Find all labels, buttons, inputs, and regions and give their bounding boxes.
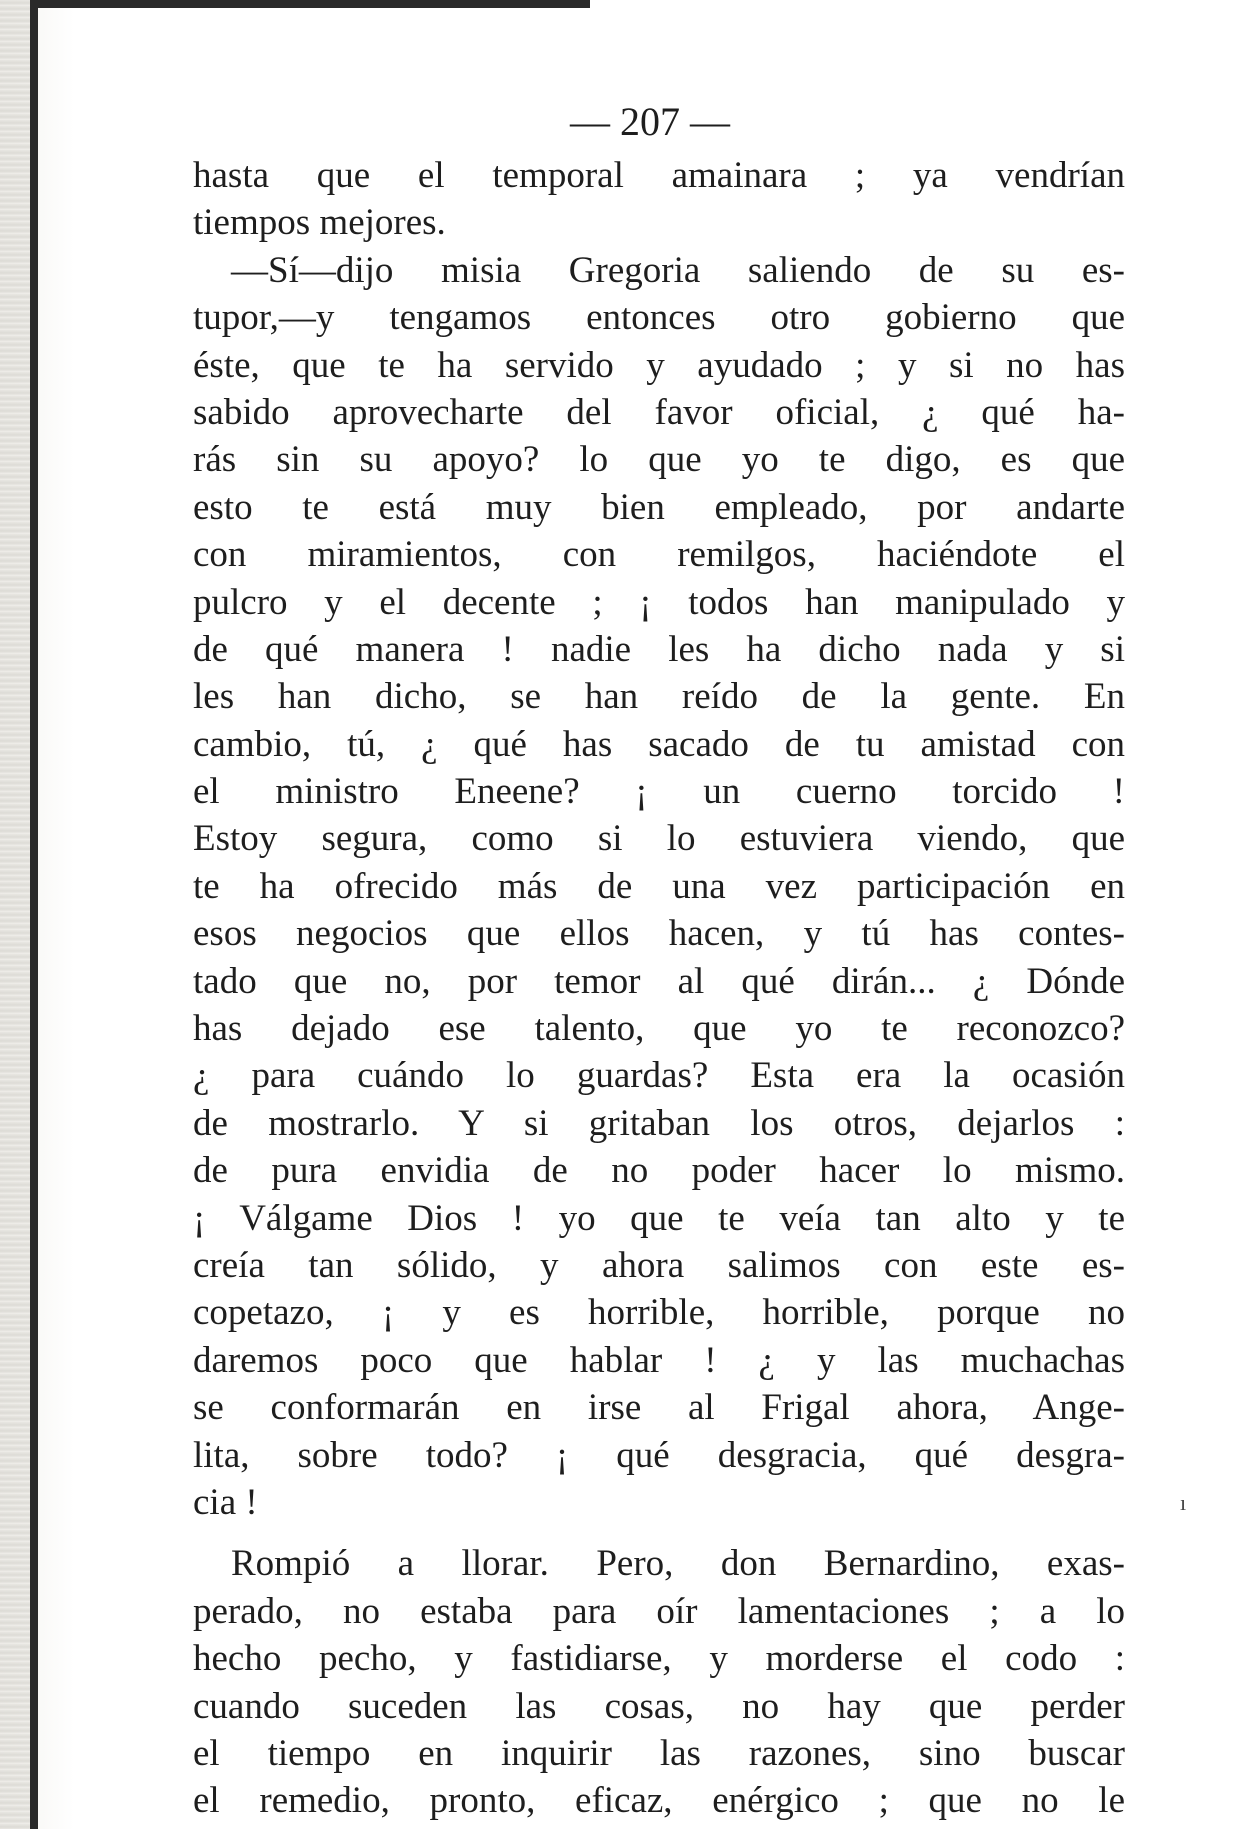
text-line: esos negocios que ellos hacen, y tú has contes- xyxy=(193,913,1125,955)
text-line: tupor,—y tengamos entonces otro gobierno que xyxy=(193,297,1125,339)
text-line: creía tan sólido, y ahora salimos con este es- xyxy=(193,1244,1125,1286)
body-text xyxy=(193,152,1125,1825)
text-line: tiempos mejores. xyxy=(193,202,446,244)
page-number: — 207 — xyxy=(570,99,730,144)
text-line: de mostrarlo. Y si gritaban los otros, dejarlos : xyxy=(193,1102,1125,1144)
text-line: te ha ofrecido más de una vez participación en xyxy=(193,865,1125,907)
binding-edge xyxy=(30,0,38,1829)
text-line: Estoy segura, como si lo estuviera viendo, que xyxy=(193,818,1125,860)
text-line: hecho pecho, y fastidiarse, y morderse el codo : xyxy=(193,1638,1125,1680)
spine-shadow xyxy=(0,0,30,1829)
text-line: ¿ para cuándo lo guardas? Esta era la ocasión xyxy=(193,1055,1125,1097)
text-line: lita, sobre todo? ¡ qué desgracia, qué desgra- xyxy=(193,1434,1125,1476)
text-line: con miramientos, con remilgos, haciéndote el xyxy=(193,534,1125,576)
text-line: éste, que te ha servido y ayudado ; y si no has xyxy=(193,344,1125,386)
top-edge-shadow xyxy=(30,0,590,8)
text-line: de qué manera ! nadie les ha dicho nada y si xyxy=(193,628,1125,670)
text-line: les han dicho, se han reído de la gente. En xyxy=(193,676,1125,718)
text-line: sabido aprovecharte del favor oficial, ¿ qué ha- xyxy=(193,391,1125,433)
text-line: rás sin su apoyo? lo que yo te digo, es que xyxy=(193,439,1125,481)
text-line: cuando suceden las cosas, no hay que perder xyxy=(193,1685,1125,1727)
text-line: se conformarán en irse al Frigal ahora, Ange- xyxy=(193,1387,1125,1429)
text-line: copetazo, ¡ y es horrible, horrible, porque no xyxy=(193,1292,1125,1334)
text-line: ¡ Válgame Dios ! yo que te veía tan alto y te xyxy=(193,1197,1125,1239)
text-line: cambio, tú, ¿ qué has sacado de tu amistad con xyxy=(193,723,1125,765)
text-line: pulcro y el decente ; ¡ todos han manipulado y xyxy=(193,581,1125,623)
text-line: el remedio, pronto, eficaz, enérgico ; que no le xyxy=(193,1780,1125,1822)
text-line: —Sí—dijo misia Gregoria saliendo de su es- xyxy=(231,249,1125,291)
text-line: Rompió a llorar. Pero, don Bernardino, exas- xyxy=(231,1543,1125,1585)
text-line: cia ! xyxy=(193,1481,258,1523)
text-line: hasta que el temporal amainara ; ya vendrían xyxy=(193,155,1125,196)
text-line: esto te está muy bien empleado, por andarte xyxy=(193,486,1125,528)
text-line: perado, no estaba para oír lamentaciones ; a lo xyxy=(193,1590,1125,1632)
text-line: has dejado ese talento, que yo te reconozco? xyxy=(193,1008,1125,1050)
text-line: el tiempo en inquirir las razones, sino buscar xyxy=(193,1732,1125,1774)
text-line: el ministro Eneene? ¡ un cuerno torcido ! xyxy=(193,771,1125,813)
text-line: daremos poco que hablar ! ¿ y las muchachas xyxy=(193,1339,1125,1381)
text-line: tado que no, por temor al qué dirán... ¿ Dónde xyxy=(193,960,1125,1002)
stray-ink-mark: ı xyxy=(1180,1490,1187,1515)
text-line: de pura envidia de no poder hacer lo mismo. xyxy=(193,1150,1125,1192)
